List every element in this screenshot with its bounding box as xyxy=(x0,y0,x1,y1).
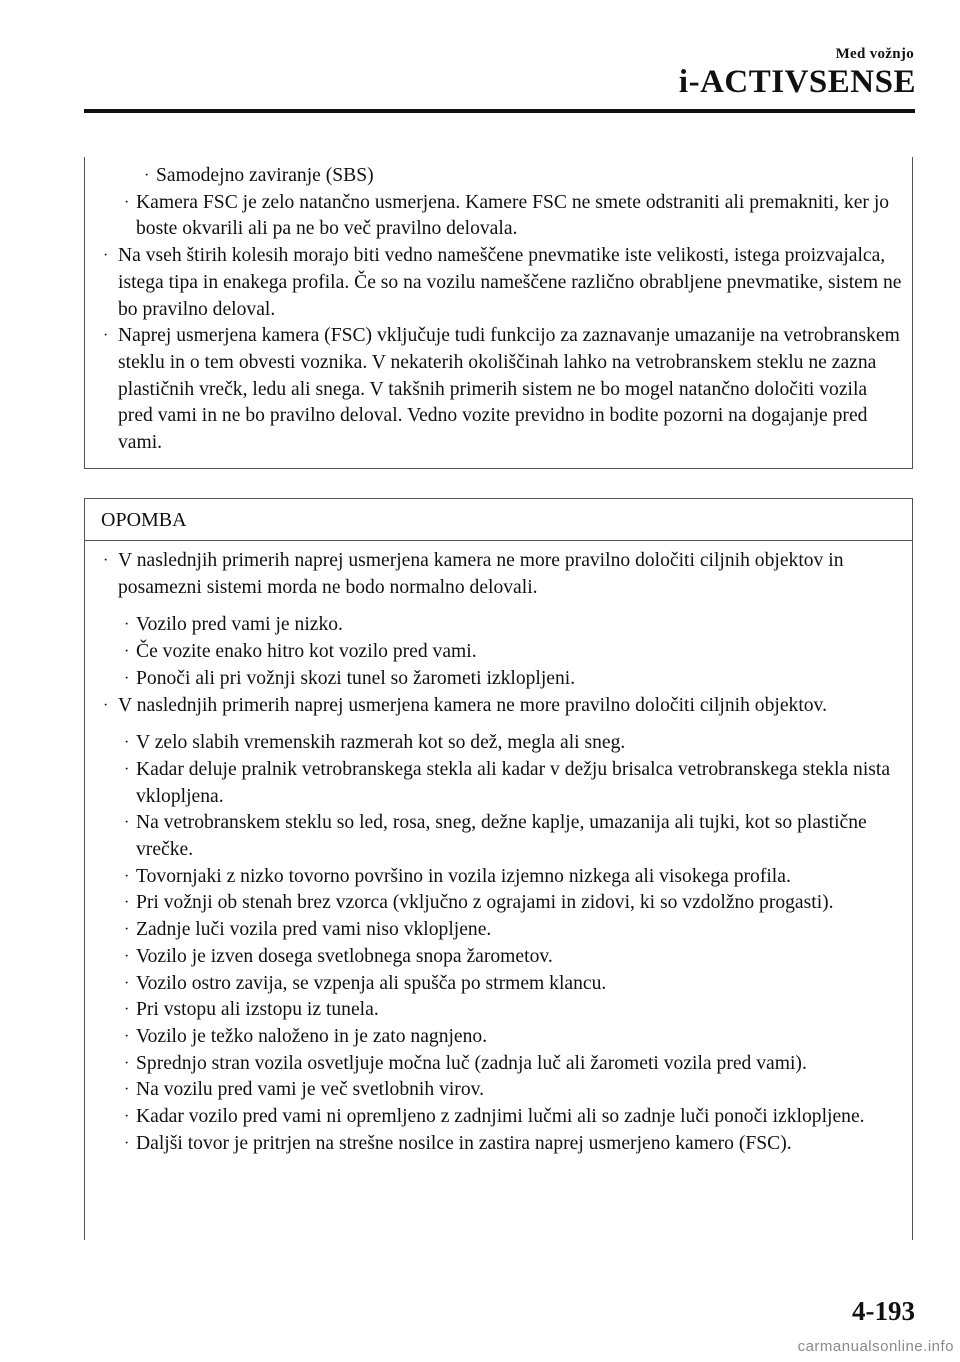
list-item xyxy=(85,944,912,971)
list-item xyxy=(85,757,912,810)
bullet-icon: · xyxy=(124,616,130,634)
bullet-icon: · xyxy=(124,867,130,885)
list-item-text: V naslednjih primerih naprej usmerjena kamera ne more pravilno določiti ciljnih objektov. xyxy=(118,694,827,716)
list-item-text: Kamera FSC je zelo natančno usmerjena. Kamere FSC ne smete odstraniti ali premakniti, ker jo boste okvarili ali pa ne bo več pravilno delovala. xyxy=(136,191,890,240)
warning-list xyxy=(85,163,912,457)
bullet-icon: · xyxy=(103,247,109,265)
bullet-icon: · xyxy=(124,669,130,687)
list-item-text: Naprej usmerjena kamera (FSC) vključuje tudi funkcijo za zaznavanje umazanije na vetrobranskem steklu in o tem obvesti voznika. V nekaterih okoliščinah lahko na vetrobranskem steklu ne zazna plastičnih vrečk, ledu ali snega. V takšnih primerih sistem ne bo mogel natančno določiti vozila pred vami in ne bo pravilno deloval. Vedno vozite previdno in bodite pozorni na dogajanje pred vami. xyxy=(118,325,900,454)
list-item xyxy=(85,693,912,720)
list-item xyxy=(85,243,912,323)
list-item xyxy=(85,971,912,998)
list-item-text: Vozilo ostro zavija, se vzpenja ali spušča po strmem klancu. xyxy=(136,972,607,994)
list-item xyxy=(85,1077,912,1104)
bullet-icon: · xyxy=(124,1108,130,1126)
list-item xyxy=(85,917,912,944)
list-item xyxy=(85,864,912,891)
bullet-icon: · xyxy=(103,696,109,714)
list-item-text: Kadar deluje pralnik vetrobranskega stekla ali kadar v dežju brisalca vetrobranskega stekla nista vklopljena. xyxy=(136,758,891,807)
list-item xyxy=(85,730,912,757)
bullet-icon: · xyxy=(124,1001,130,1019)
list-item xyxy=(85,1024,912,1051)
list-item-text: Kadar vozilo pred vami ni opremljeno z zadnjimi lučmi ali so zadnje luči ponoči izklopljene. xyxy=(136,1106,865,1128)
list-item xyxy=(85,810,912,863)
bullet-icon: · xyxy=(124,760,130,778)
list-item-text: Na vetrobranskem steklu so led, rosa, sneg, dežne kaplje, umazanija ali tujki, kot so plastične vrečke. xyxy=(136,812,867,861)
list-item xyxy=(85,997,912,1024)
list-item-text: Ponoči ali pri vožnji skozi tunel so žarometi izklopljeni. xyxy=(136,667,576,689)
list-item-text: Če vozite enako hitro kot vozilo pred vami. xyxy=(136,641,477,663)
watermark: carmanualsonline.info xyxy=(797,1338,954,1355)
list-item-text: V naslednjih primerih naprej usmerjena kamera ne more pravilno določiti ciljnih objektov in posamezni sistemi morda ne bodo normalno delovali. xyxy=(118,550,844,598)
note-list xyxy=(85,548,912,1157)
bullet-icon: · xyxy=(124,193,130,211)
header-section-label: Med vožnjo xyxy=(835,46,914,62)
bullet-icon: · xyxy=(124,814,130,832)
list-item-text: Sprednjo stran vozila osvetljuje močna luč (zadnja luč ali žarometi vozila pred vami). xyxy=(136,1052,807,1074)
list-item xyxy=(85,890,912,917)
bullet-icon: · xyxy=(144,167,150,184)
list-item xyxy=(85,1051,912,1078)
list-item xyxy=(85,190,912,243)
bullet-icon: · xyxy=(124,734,130,752)
list-item-text: Zadnje luči vozila pred vami niso vklopljene. xyxy=(136,919,492,941)
bullet-icon: · xyxy=(124,974,130,992)
list-item xyxy=(85,666,912,693)
list-item xyxy=(85,163,912,190)
header-rule xyxy=(84,109,915,113)
list-item xyxy=(85,1131,912,1158)
bullet-icon: · xyxy=(124,1027,130,1045)
bullet-icon: · xyxy=(124,921,130,939)
bullet-icon: · xyxy=(103,327,109,345)
note-box xyxy=(84,498,913,1240)
bullet-icon: · xyxy=(124,947,130,965)
list-item xyxy=(85,548,912,601)
list-item-text: Vozilo pred vami je nizko. xyxy=(136,614,343,636)
note-title: OPOMBA xyxy=(85,499,912,541)
list-item-text: Daljši tovor je pritrjen na strešne nosilce in zastira naprej usmerjeno kamero (FSC). xyxy=(136,1132,792,1154)
list-item-text: Vozilo je izven dosega svetlobnega snopa žarometov. xyxy=(136,945,553,967)
page-number: 4-193 xyxy=(852,1296,915,1326)
bullet-icon: · xyxy=(103,552,109,569)
bullet-icon: · xyxy=(124,643,130,661)
list-item xyxy=(85,1104,912,1131)
list-item-text: Tovornjaki z nizko tovorno površino in vozila izjemno nizkega ali visokega profila. xyxy=(136,865,791,887)
list-item xyxy=(85,612,912,639)
list-item xyxy=(85,323,912,457)
list-item-text: Na vozilu pred vami je več svetlobnih virov. xyxy=(136,1079,485,1101)
list-item-text: Pri vožnji ob stenah brez vzorca (vključno z ograjami in zidovi, ki so vzdolžno progasti). xyxy=(136,892,834,914)
list-item-text: Samodejno zaviranje (SBS) xyxy=(156,165,374,186)
bullet-icon: · xyxy=(124,1081,130,1099)
bullet-icon: · xyxy=(124,894,130,912)
warning-box xyxy=(84,157,913,469)
bullet-icon: · xyxy=(124,1134,130,1152)
list-item-text: V zelo slabih vremenskih razmerah kot so dež, megla ali sneg. xyxy=(136,732,626,754)
list-item xyxy=(85,639,912,666)
list-item-text: Na vseh štirih kolesih morajo biti vedno nameščene pnevmatike iste velikosti, istega proizvajalca, istega tipa in enakega profila. Če so na vozilu nameščene različno obrabljene pnevmatike, sistem ne bo pravilno deloval. xyxy=(118,245,902,320)
list-item-text: Vozilo je težko naloženo in je zato nagnjeno. xyxy=(136,1025,488,1047)
bullet-icon: · xyxy=(124,1054,130,1072)
list-item-text: Pri vstopu ali izstopu iz tunela. xyxy=(136,999,379,1021)
page-title: i-ACTIVSENSE xyxy=(678,64,916,100)
